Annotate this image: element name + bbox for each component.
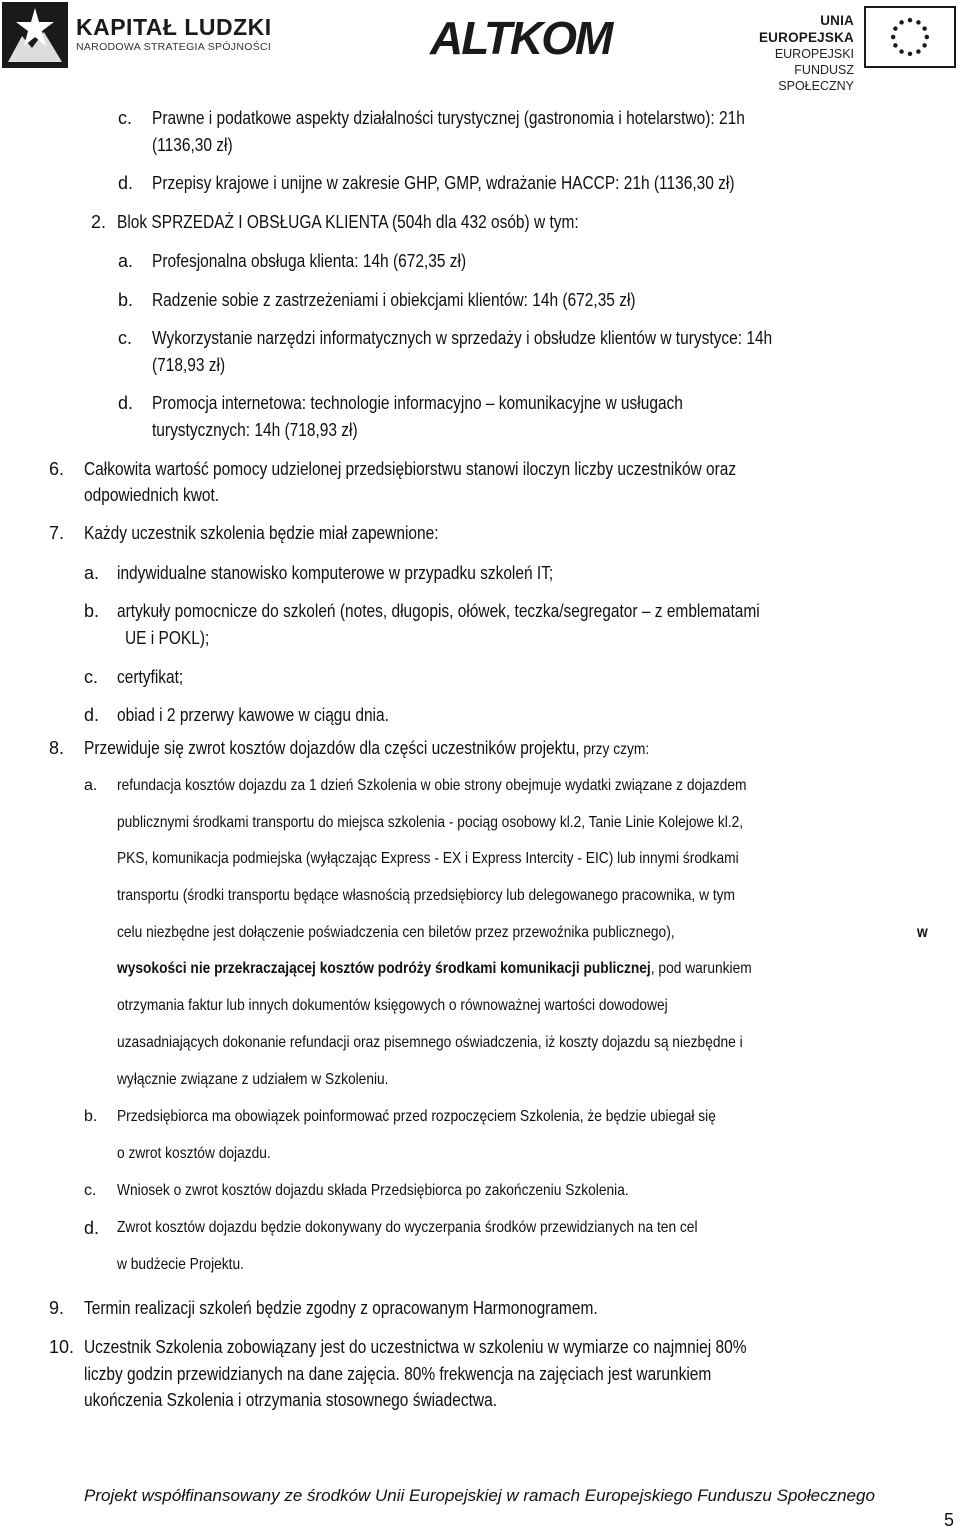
list-marker: d. (84, 1218, 100, 1238)
list-item-text: Prawne i podatkowe aspekty działalności turystycznej (gastronomia i hotelarstwo): 21h (152, 108, 745, 128)
list-marker: 9. (49, 1298, 65, 1318)
page-number: 5 (944, 1510, 955, 1530)
list-marker: b. (84, 1108, 98, 1125)
paragraph-text: ukończenia Szkolenia i otrzymania stosownego świadectwa. (84, 1390, 498, 1410)
ue-line3: FUNDUSZ SPOŁECZNY (778, 63, 854, 93)
page-footer: Projekt współfinansowany ze środków Unii Europejskiej w ramach Europejskiego Funduszu Społecznego (84, 1486, 875, 1505)
list-item-text-tail: , pod warunkiem (650, 960, 752, 977)
list-item-text: artykuły pomocnicze do szkoleń (notes, długopis, ołówek, teczka/segregator – z emblematami (117, 601, 760, 621)
paragraph-text-main: Przewiduje się zwrot kosztów dojazdów dla części uczestników projektu, (84, 738, 580, 758)
paragraph-text: Uczestnik Szkolenia zobowiązany jest do uczestnictwa w szkoleniu w wymiarze co najmniej 80% (84, 1337, 747, 1357)
list-item-text: Blok SPRZEDAŻ I OBSŁUGA KLIENTA (504h dla 432 osób) w tym: (117, 212, 579, 232)
list-item-text: o zwrot kosztów dojazdu. (117, 1145, 271, 1162)
list-item-text: Przedsiębiorca ma obowiązek poinformować przed rozpoczęciem Szkolenia, że będzie ubiegał się (117, 1108, 716, 1125)
list-item-text: (1136,30 zł) (152, 135, 233, 155)
list-marker: 10. (49, 1337, 75, 1357)
list-item-text: Wniosek o zwrot kosztów dojazdu składa Przedsiębiorca po zakończeniu Szkolenia. (117, 1182, 629, 1199)
paragraph-text: Każdy uczestnik szkolenia będzie miał zapewnione: (84, 523, 439, 543)
list-marker: b. (84, 601, 100, 621)
list-item-text-bold: w (917, 924, 928, 941)
list-item-text: PKS, komunikacja podmiejska (wyłączając Express - EX i Express Intercity - EIC) lub innymi środkami (117, 850, 739, 867)
list-item-text: transportu (środki transportu będące własnością przedsiębiorcy lub delegowanego pracownika, w tym (117, 887, 735, 904)
list-marker: d. (84, 705, 100, 725)
kapital-ludzki-logo-icon (2, 2, 68, 68)
list-item-text: uzasadniających dokonanie refundacji oraz pisemnego oświadczenia, iż koszty dojazdu są niezbędne i (117, 1034, 743, 1051)
paragraph-text (84, 737, 649, 761)
list-item-text: Radzenie sobie z zastrzeżeniami i obiekcjami klientów: 14h (672,35 zł) (152, 290, 636, 310)
list-marker: 6. (49, 459, 65, 479)
ue-line2: EUROPEJSKI (774, 47, 854, 61)
altkom-logo: ALTKOM (430, 12, 612, 64)
list-item-text: indywidualne stanowisko komputerowe w przypadku szkoleń IT; (117, 563, 554, 583)
list-item-text: Profesjonalna obsługa klienta: 14h (672,35 zł) (152, 251, 467, 271)
emphasis-text: wysokości nie przekraczającej kosztów podróży środkami komunikacji publicznej (117, 960, 651, 977)
list-marker: 8. (49, 738, 65, 758)
list-item-text: UE i POKL); (125, 628, 210, 648)
list-marker: c. (118, 108, 133, 128)
list-item-text: obiad i 2 przerwy kawowe w ciągu dnia. (117, 705, 389, 725)
list-marker: c. (84, 1182, 97, 1199)
list-item-text: w budżecie Projektu. (117, 1256, 244, 1273)
paragraph-text-tail: przy czym: (579, 741, 650, 758)
page-header (0, 0, 960, 93)
list-item-text: turystycznych: 14h (718,93 zł) (152, 420, 358, 440)
list-item-text: certyfikat; (117, 667, 184, 687)
list-item-text: Przepisy krajowe i unijne w zakresie GHP, GMP, wdrażanie HACCP: 21h (1136,30 zł) (152, 173, 735, 193)
paragraph-text: Całkowita wartość pomocy udzielonej przedsiębiorstwu stanowi iloczyn liczby uczestników oraz (84, 459, 737, 479)
list-item-text: (718,93 zł) (152, 355, 226, 375)
list-marker: 7. (49, 523, 65, 543)
paragraph-text: liczby godzin przewidzianych na dane zajęcia. 80% frekwencja na zajęciach jest warunkiem (84, 1364, 712, 1384)
kl-subtitle: NARODOWA STRATEGIA SPÓJNOŚCI (76, 41, 272, 53)
list-marker: b. (118, 290, 134, 310)
list-item-text: otrzymania faktur lub innych dokumentów księgowych o równoważnej wartości dowodowej (117, 997, 668, 1014)
list-item-text: Promocja internetowa: technologie informacyjno – komunikacyjne w usługach (152, 393, 683, 413)
list-marker: d. (118, 173, 134, 193)
list-item-text: Wykorzystanie narzędzi informatycznych w sprzedaży i obsłudze klientów w turystyce: 14h (152, 328, 773, 348)
list-marker: a. (118, 251, 134, 271)
list-marker: a. (84, 777, 98, 794)
list-marker: c. (118, 328, 133, 348)
list-marker: a. (84, 563, 100, 583)
list-item-text: refundacja kosztów dojazdu za 1 dzień Szkolenia w obie strony obejmuje wydatki związane z dojazdem (117, 777, 747, 794)
list-item-text: celu niezbędne jest dołączenie poświadczenia cen biletów przez przewoźnika publicznego), (117, 924, 675, 941)
list-item-text (117, 958, 752, 980)
paragraph-text: Termin realizacji szkoleń będzie zgodny z opracowanym Harmonogramem. (84, 1298, 598, 1318)
list-item-text: wyłącznie związane z udziałem w Szkoleniu. (117, 1071, 389, 1088)
ue-logo-text (726, 12, 854, 94)
ue-line1: UNIA EUROPEJSKA (758, 13, 854, 45)
kapital-ludzki-text (76, 14, 272, 54)
list-marker: c. (84, 667, 99, 687)
list-marker: 2. (91, 212, 107, 232)
list-marker: d. (118, 393, 134, 413)
list-item-text: Zwrot kosztów dojazdu będzie dokonywany do wyczerpania środków przewidzianych na ten cel (117, 1219, 698, 1236)
kl-title: KAPITAŁ LUDZKI (76, 14, 272, 40)
paragraph-text: odpowiednich kwot. (84, 485, 220, 505)
list-item-text: publicznymi środkami transportu do miejsca szkolenia - pociąg osobowy kl.2, Tanie Linie Kolejowe kl.2, (117, 814, 744, 831)
eu-flag-icon (864, 6, 956, 68)
